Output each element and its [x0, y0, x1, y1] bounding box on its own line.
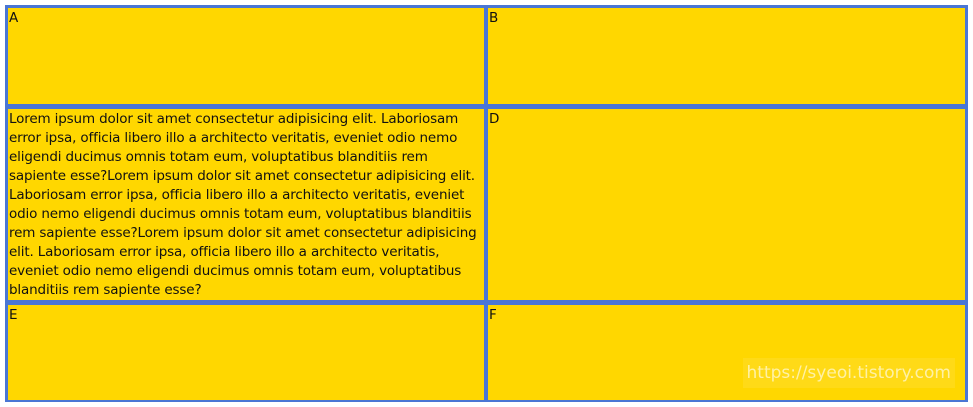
grid-cell-f [488, 305, 965, 400]
grid-cell-d [488, 109, 965, 300]
grid-cell-a [8, 8, 484, 104]
cell-label: A [9, 10, 19, 26]
cell-label: E [9, 307, 18, 323]
cell-paragraph: Lorem ipsum dolor sit amet consectetur adipisicing elit. Laboriosam error ipsa, officia libero illo a architecto veritatis, eveniet odio nemo eligendi ducimus omnis totam eum, voluptatibus blanditiis rem sapiente esse?Lorem ipsum dolor sit amet consectetur adipisicing elit. Laboriosam error ipsa, officia libero illo a architecto veritatis, eveniet odio nemo eligendi ducimus omnis totam eum, voluptatibus blanditiis rem sapiente esse?Lorem ipsum dolor sit amet consectetur adipisicing elit. Laboriosam error ipsa, officia libero illo a architecto veritatis, eveniet odio nemo eligendi ducimus omnis totam eum, voluptatibus blanditiis rem sapiente esse? [9, 111, 477, 298]
cell-label: F [489, 307, 497, 323]
watermark: https://syeoi.tistory.com [743, 358, 956, 388]
cell-label: B [489, 10, 499, 26]
cell-label: D [489, 111, 500, 127]
grid-cell-b [488, 8, 965, 104]
grid-cell-e [8, 305, 484, 400]
grid-cell-c [8, 109, 484, 300]
grid-container [5, 5, 968, 402]
